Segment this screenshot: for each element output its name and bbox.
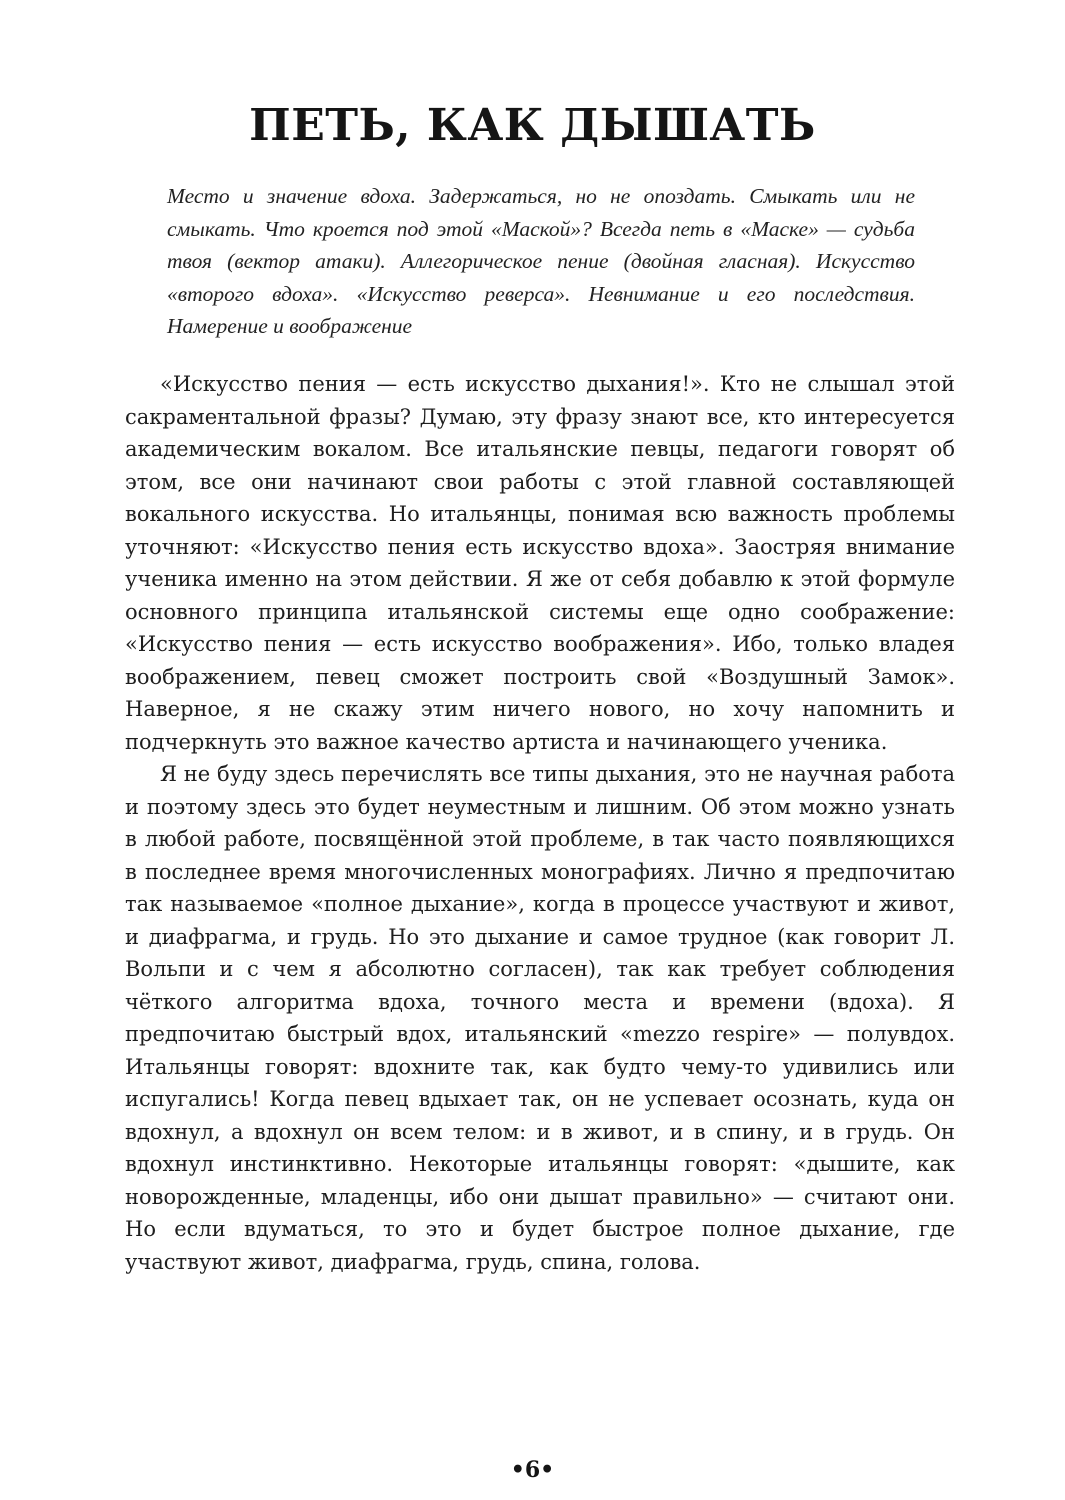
paragraph-1: «Искусство пения — есть искусство дыхания!». Кто не слышал этой сакраментальной фразы? Думаю, эту фразу знают все, кто интересуется академическим вокалом. Все итальянские певцы, педагоги говорят об этом, все они начинают свои работы с этой главной составляющей вокального искусства. Но итальянцы, понимая всю важность проблемы уточняют: «Искусство пения есть искусство вдоха». Заостряя внимание ученика именно на этом действии. Я же от себя добавлю к этой формуле основного принципа итальянской системы еще одно соображение: «Искусство пения — есть искусство воображения». Ибо, только владея воображением, певец сможет построить свой «Воздушный Замок». Наверное, я не скажу этим ничего нового, но хочу напомнить и подчеркнуть это важное качество артиста и начинающего ученика. bbox=[125, 372, 955, 754]
paragraph-2: Я не буду здесь перечислять все типы дыхания, это не научная работа и поэтому здесь это будет неуместным и лишним. Об этом можно узнать в любой работе, посвящённой этой проблеме, в так часто появляющихся в последнее время многочисленных монографиях. Лично я предпочитаю так называемое «полное дыхание», когда в процессе участвуют и живот, и диафрагма, и грудь. Но это дыхание и самое трудное (как говорит Л. Вольпи и с чем я абсолютно согласен), так как требует соблюдения чёткого алгоритма вдоха, точного места и времени (вдоха). Я предпочитаю быстрый вдох, итальянский «mezzo respire» — полувдох. Итальянцы говорят: вдохните так, как будто чему-то удивились или испугались! Когда певец вдыхает так, он не успевает осознать, куда он вдохнул, а вдохнул он всем телом: и в живот, и в спину, и в грудь. Он вдохнул инстинктивно. Некоторые итальянцы говорят: «дышите, как новорожденные, младенцы, ибо они дышат правильно» — считают они. Но если вдуматься, то это и будет быстрое полное дыхание, где участвуют живот, диафрагма, грудь, спина, голова. bbox=[125, 762, 955, 1274]
chapter-title: ПЕТЬ, КАК ДЫШАТЬ bbox=[249, 100, 816, 151]
page-number: •6• bbox=[510, 1457, 555, 1483]
body-text bbox=[125, 368, 955, 1278]
chapter-epigraph: Место и значение вдоха. Задержаться, но не опоздать. Смыкать или не смыкать. Что кроется под этой «Маской»? Всегда петь в «Маске» — судьба твоя (вектор атаки). Аллегорическое пение (двойная гласная). Искусство «второго вдоха». «Искусство реверса». Невнимание и его последствия. Намерение и воображение bbox=[167, 184, 915, 338]
